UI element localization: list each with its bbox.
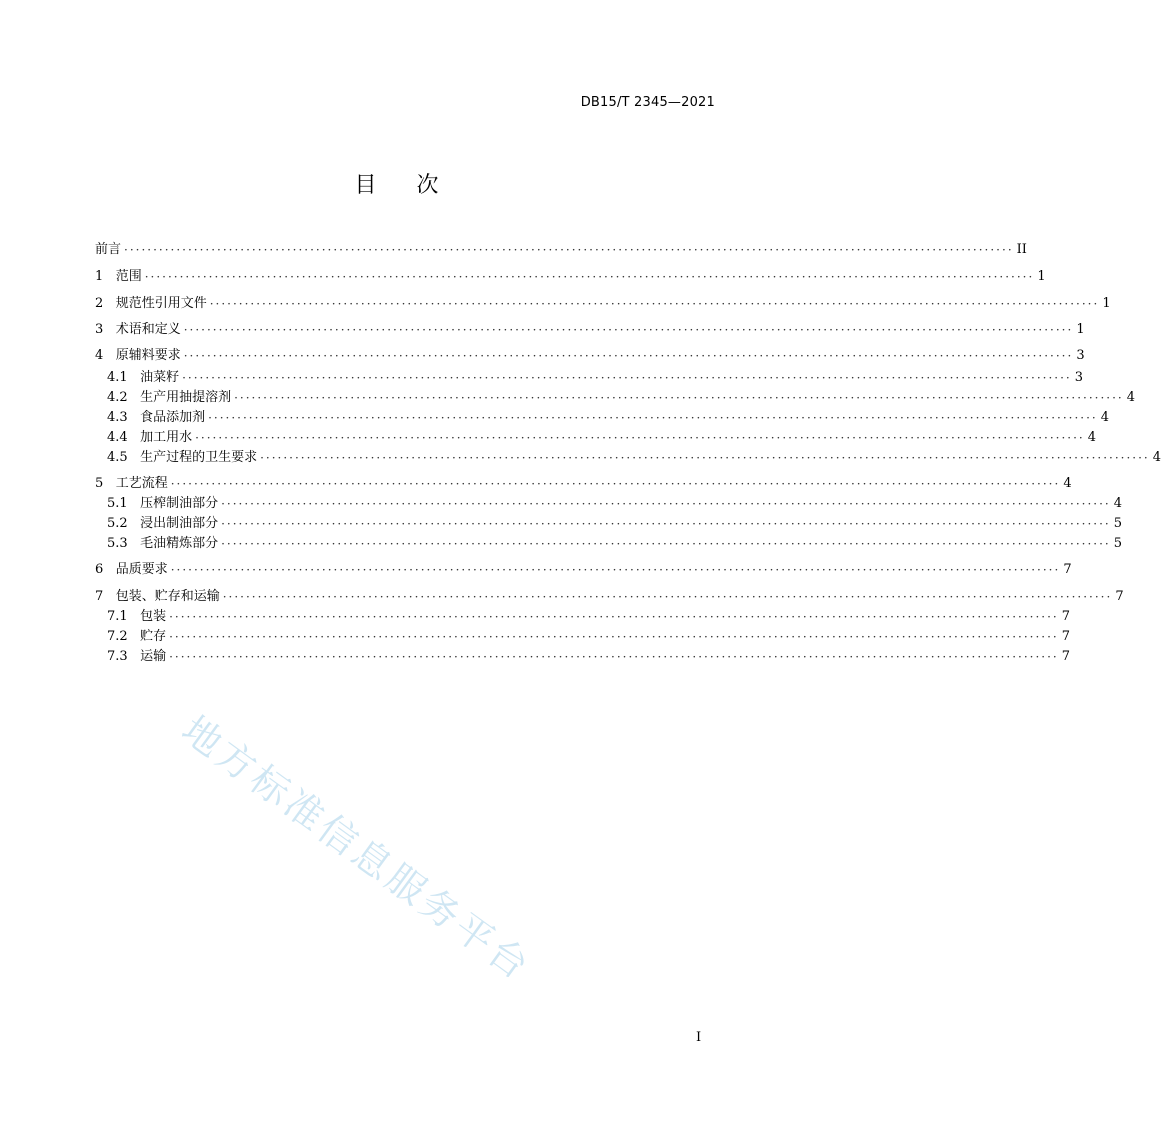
toc-leader-dots: ························································································································································· [195,431,1085,445]
toc-leader-dots: ························································································································································· [169,650,1059,664]
toc-entry-page: 7 [1115,589,1124,604]
toc-entry-label: 前言 [95,242,122,257]
toc-entry-label: 运输 [140,649,167,664]
toc-leader-dots: ························································································································································· [169,610,1059,624]
toc-leader-dots: ························································································································································· [170,477,1061,491]
toc-entry-number: 4.5 [107,450,128,465]
toc-entry-1[interactable] [95,267,1046,287]
toc-entry-7-2[interactable] [107,627,1071,647]
toc-leader-dots: ························································································································································· [209,297,1100,311]
toc-entry-page: 3 [1074,370,1084,385]
toc-entry-7-1[interactable] [107,607,1071,627]
toc-leader-dots: ························································································································································· [170,563,1061,577]
toc-leader-dots: ························································································································································· [124,243,1014,257]
toc-entry-label: 原辅料要求 [115,348,181,363]
toc-entry-page: 7 [1063,562,1072,577]
toc-entry-number: 7 [95,589,104,604]
document-code: DB15/T 2345—2021 [580,95,715,110]
toc-leader-dots: ························································································································································· [221,497,1111,511]
toc-entry-number: 4.3 [107,410,128,425]
toc-entry-label: 贮存 [140,629,167,644]
toc-entry-label: 压榨制油部分 [140,496,219,511]
toc-leader-dots: ························································································································································· [234,391,1124,405]
toc-leader-dots: ························································································································································· [221,517,1111,531]
toc-entry-7-3[interactable] [107,647,1071,667]
toc-entry-page: 5 [1113,516,1123,531]
toc-entry-page: 4 [1152,450,1161,465]
toc-entry-number: 5 [95,476,104,491]
toc-entry-2[interactable] [95,294,1111,314]
toc-entry-4-4[interactable] [107,428,1097,448]
toc-entry-5-1[interactable] [107,494,1123,514]
toc-leader-dots: ························································································································································· [260,451,1150,465]
toc-entry-number: 5.3 [107,536,128,551]
toc-leader-dots: ························································································································································· [208,411,1098,425]
toc-entry-page: 1 [1102,296,1111,311]
toc-entry-number: 1 [95,269,104,284]
toc-entry-4[interactable] [95,346,1085,366]
toc-entry-page: 7 [1061,609,1071,624]
toc-entry-number: 7.2 [107,629,128,644]
toc-entry-page: 3 [1076,348,1085,363]
toc-entry-number: 4 [95,348,104,363]
toc-entry-label: 加工用水 [140,430,193,445]
toc-entry-foreword[interactable] [95,240,1027,260]
toc-entry-number: 6 [95,562,104,577]
toc-entry-7[interactable] [95,587,1124,607]
toc-entry-number: 4.4 [107,430,128,445]
toc-leader-dots: ························································································································································· [222,590,1113,604]
toc-entry-label: 工艺流程 [115,476,168,491]
toc-entry-page: 4 [1063,476,1072,491]
toc-entry-page: 1 [1076,322,1085,337]
toc-entry-page: 5 [1113,536,1123,551]
toc-entry-page: 7 [1061,629,1071,644]
toc-entry-number: 5.1 [107,496,128,511]
toc-entry-number: 3 [95,322,104,337]
toc-entry-6[interactable] [95,560,1072,580]
toc-entry-page: 4 [1087,430,1097,445]
toc-entry-number: 5.2 [107,516,128,531]
toc-entry-label: 术语和定义 [115,322,181,337]
toc-entry-5[interactable] [95,474,1072,494]
toc-entry-page: 4 [1100,410,1110,425]
toc-entry-label: 油菜籽 [140,370,180,385]
toc-entry-4-3[interactable] [107,408,1110,428]
toc-entry-page: II [1016,242,1027,257]
toc-entry-label: 品质要求 [115,562,168,577]
toc-entry-page: 1 [1037,269,1046,284]
footer-page-number: I [696,1030,702,1045]
toc-entry-label: 生产过程的卫生要求 [140,450,258,465]
toc-entry-4-1[interactable] [107,368,1084,388]
toc-entry-label: 浸出制油部分 [140,516,219,531]
toc-entry-label: 食品添加剂 [140,410,206,425]
toc-entry-number: 2 [95,296,104,311]
toc-entry-3[interactable] [95,320,1085,340]
toc-entry-4-5[interactable] [107,448,1161,468]
toc-entry-page: 4 [1126,390,1136,405]
toc-title [0,168,793,199]
toc-entry-page: 4 [1113,496,1123,511]
toc-entry-label: 包装、贮存和运输 [115,589,220,604]
toc-leader-dots: ························································································································································· [144,270,1035,284]
toc-leader-dots: ························································································································································· [221,537,1111,551]
toc-leader-dots: ························································································································································· [183,349,1074,363]
toc-leader-dots: ························································································································································· [183,323,1074,337]
toc-entry-label: 规范性引用文件 [115,296,207,311]
toc-entry-number: 4.2 [107,390,128,405]
toc-entry-number: 4.1 [107,370,128,385]
toc-leader-dots: ························································································································································· [182,371,1072,385]
toc-entry-label: 毛油精炼部分 [140,536,219,551]
toc-entry-label: 范围 [115,269,142,284]
toc-entry-4-2[interactable] [107,388,1136,408]
toc-title-left: 目 [354,173,377,198]
toc-entry-page: 7 [1061,649,1071,664]
watermark: 地方标准信息服务平台 [173,707,540,990]
toc-entry-5-3[interactable] [107,534,1123,554]
toc-entry-label: 包装 [140,609,167,624]
toc-leader-dots: ························································································································································· [169,630,1059,644]
toc-title-right: 次 [416,173,439,198]
toc-entry-number: 7.3 [107,649,128,664]
toc-entry-5-2[interactable] [107,514,1123,534]
toc-entry-number: 7.1 [107,609,128,624]
toc-entry-label: 生产用抽提溶剂 [140,390,232,405]
